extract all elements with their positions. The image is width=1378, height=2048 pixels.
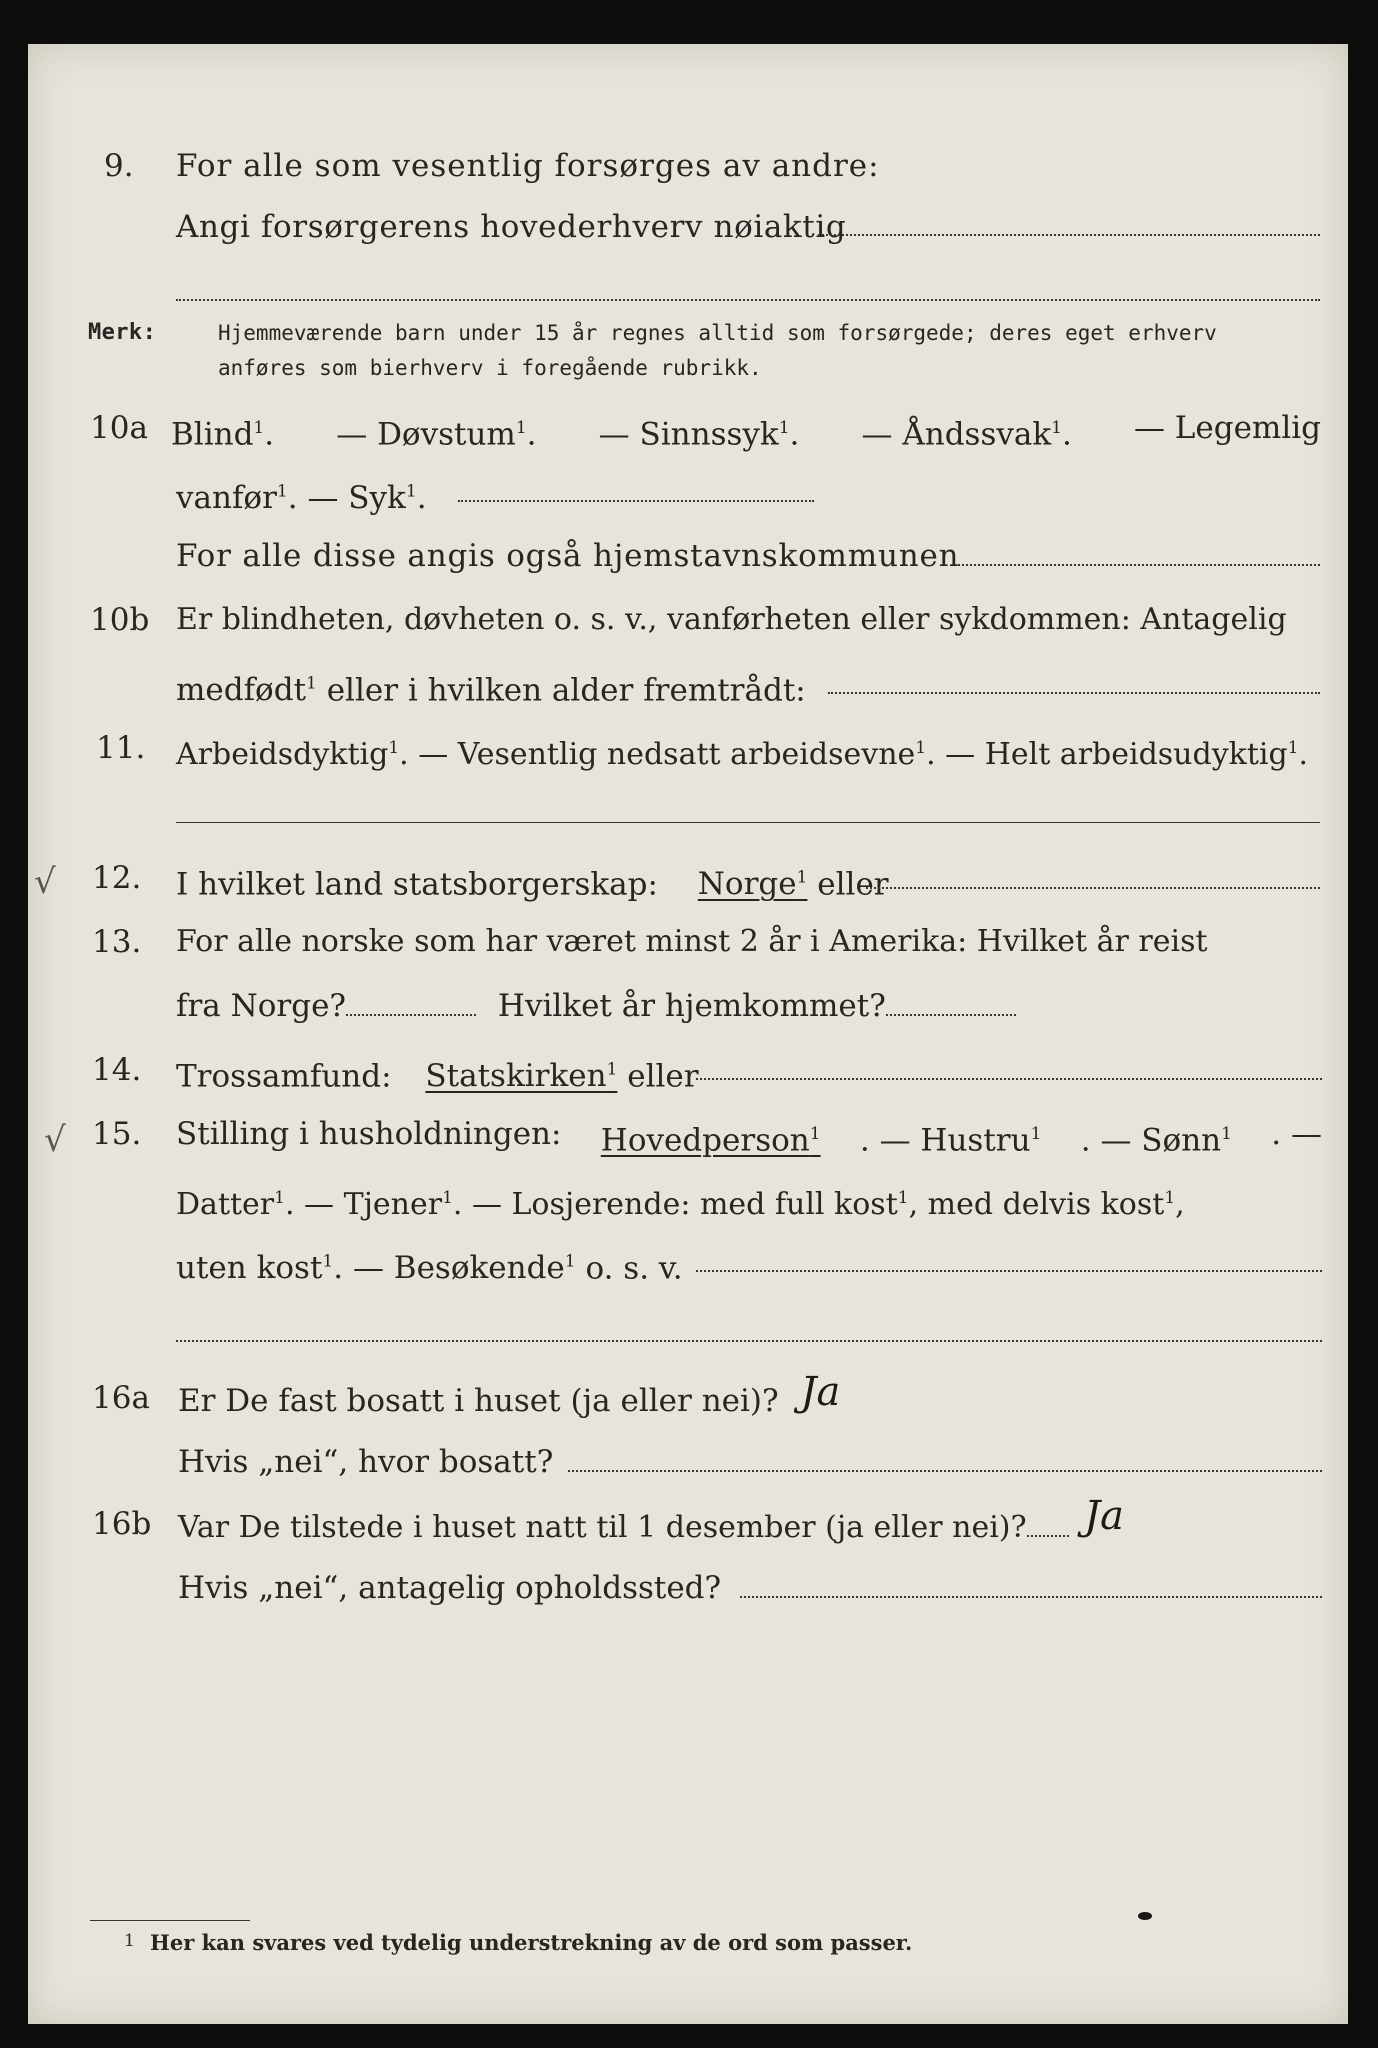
q11-answer-line[interactable]	[176, 822, 1320, 823]
q16a-question: Er De fast bosatt i huset (ja eller nei)?	[178, 1383, 779, 1419]
q16b-line2: Hvis „nei“, antagelig opholdssted?	[178, 1570, 722, 1606]
q16a-line2: Hvis „nei“, hvor bosatt?	[178, 1444, 554, 1480]
merk-label: Merk:	[88, 320, 157, 345]
q13-line1: For alle norske som har været minst 2 år i Amerika: Hvilket år reist	[176, 924, 1208, 959]
q11-number: 11.	[96, 730, 146, 766]
q13-reist-label: fra Norge?	[176, 988, 347, 1024]
footnote-text: Her kan svares ved tydelig understrekning av de ord som passer.	[150, 1930, 913, 1955]
q15-answer-hovedperson[interactable]: Hovedperson$^1$	[600, 1122, 821, 1159]
q13-hjem-field[interactable]	[886, 990, 1016, 1016]
q15-line3	[176, 1242, 683, 1288]
q10a-item-vanfor[interactable]: vanfør$^1$	[176, 480, 288, 517]
q10a-answer-line[interactable]	[458, 500, 814, 502]
q14-line	[176, 1050, 699, 1096]
q12-question: I hvilket land statsborgerskap:	[176, 866, 658, 903]
census-form-page	[28, 44, 1348, 2024]
q12-eller: eller	[807, 866, 889, 903]
q10a-line1	[171, 408, 1321, 454]
q10b-line2	[176, 664, 806, 710]
merk-line1: Hjemmeværende barn under 15 år regnes alltid som forsørgede; deres eget erhverv	[218, 321, 1217, 345]
q15-answer-line-2[interactable]	[176, 1340, 1322, 1342]
q14-answer-statskirken[interactable]: Statskirken$^1$	[425, 1058, 618, 1095]
q9-number: 9.	[104, 148, 134, 184]
q10b-line2-text: eller i hvilken alder fremtrådt:	[316, 672, 806, 709]
q13-number: 13.	[92, 924, 142, 960]
q9-line1: For alle som vesentlig forsørges av andre:	[176, 148, 880, 184]
q14-answer-line[interactable]	[696, 1078, 1322, 1080]
q16b-question: Var De tilstede i huset natt til 1 desember (ja eller nei)?	[178, 1510, 1027, 1545]
q10a-item-syk[interactable]: . — Syk$^1$.	[287, 480, 427, 517]
q11-end-period: .	[1298, 737, 1309, 772]
q15-tjener[interactable]: . — Tjener$^1$	[284, 1187, 453, 1222]
q13-line2	[176, 986, 1016, 1026]
q9-line2: Angi forsørgerens hovederhverv nøiaktig	[176, 209, 847, 245]
q12-answer-line[interactable]	[866, 887, 1320, 889]
footnote-mark: 1	[124, 1931, 136, 1951]
q14-number: 14.	[92, 1052, 142, 1088]
q12-answer-norge[interactable]: Norge$^1$	[697, 866, 808, 903]
q16b-number: 16b	[92, 1506, 152, 1542]
q14-eller: eller	[617, 1058, 699, 1095]
q9-answer-line[interactable]	[818, 234, 1320, 236]
q15-osv: o. s. v.	[575, 1250, 683, 1287]
q11-udyktig[interactable]: . — Helt arbeidsudyktig$^1$	[926, 737, 1299, 772]
q16b-opholdssted-line[interactable]	[740, 1596, 1322, 1598]
q10a-item-legemlig[interactable]: — Legemlig	[1133, 410, 1321, 446]
q9-answer-line-2[interactable]	[176, 299, 1320, 301]
q15-line1	[176, 1114, 1322, 1160]
q15-sonn[interactable]: . — Sønn$^1$	[1080, 1122, 1232, 1159]
q15-question: Stilling i husholdningen:	[176, 1116, 562, 1152]
q15-uten-kost[interactable]: uten kost$^1$	[176, 1250, 334, 1287]
q10b-answer-line[interactable]	[828, 692, 1320, 694]
q15-besokende[interactable]: . — Besøkende$^1$	[333, 1250, 576, 1287]
checkmark-icon-2: √	[44, 1120, 66, 1160]
q15-datter[interactable]: Datter$^1$	[176, 1187, 285, 1222]
q16b-line1	[178, 1493, 1125, 1548]
q10a-item-dovstum[interactable]: — Døvstum$^1$.	[336, 416, 537, 453]
q16a-line1	[178, 1369, 841, 1421]
q10a-item-sinnssyk[interactable]: — Sinnssyk$^1$.	[598, 416, 800, 453]
q10a-kommune-line[interactable]	[958, 564, 1320, 566]
q10b-line1: Er blindheten, døvheten o. s. v., vanførheten eller sykdommen: Antagelig	[176, 602, 1287, 637]
q10b-medfodt[interactable]: medfødt$^1$	[176, 672, 317, 709]
q10a-item-blind[interactable]: Blind$^1$.	[171, 416, 275, 453]
q16a-bosatt-line[interactable]	[568, 1470, 1322, 1472]
q12-number: 12.	[92, 860, 142, 896]
q10a-line2	[176, 472, 427, 518]
q16b-answer-dots	[1027, 1511, 1069, 1537]
q16b-handwritten-answer[interactable]: Ja	[1084, 1493, 1125, 1539]
q10a-line3: For alle disse angis også hjemstavnskommunen	[176, 538, 960, 574]
q11-arbeidsdyktig[interactable]: Arbeidsdyktig$^1$	[176, 737, 400, 772]
footnote-rule	[90, 1920, 250, 1921]
q10a-item-andssvak[interactable]: — Åndssvak$^1$.	[861, 416, 1072, 453]
ink-spot	[1138, 1912, 1152, 1920]
q15-hustru[interactable]: . — Hustru$^1$	[859, 1122, 1042, 1159]
q14-question: Trossamfund:	[176, 1058, 392, 1095]
q15-line2-end: ,	[1175, 1187, 1185, 1222]
q15-delvis-kost[interactable]: , med delvis kost$^1$	[908, 1187, 1176, 1222]
q13-hjem-label: Hvilket år hjemkommet?	[497, 988, 886, 1024]
q11-nedsatt[interactable]: . — Vesentlig nedsatt arbeidsevne$^1$	[399, 737, 927, 772]
checkmark-icon: √	[34, 862, 56, 902]
q16a-handwritten-answer[interactable]: Ja	[800, 1369, 841, 1415]
q15-losjerende-full[interactable]: . — Losjerende: med full kost$^1$	[452, 1187, 909, 1222]
q15-line1-end: . —	[1271, 1116, 1322, 1152]
q15-line2	[176, 1178, 1185, 1225]
q13-reist-field[interactable]	[346, 990, 476, 1016]
q10a-number: 10a	[90, 410, 148, 446]
q15-number: 15.	[92, 1116, 142, 1152]
q16a-number: 16a	[92, 1380, 150, 1416]
q10b-number: 10b	[90, 602, 150, 638]
q12-line	[176, 858, 889, 904]
merk-line2: anføres som bierhverv i foregående rubrikk.	[218, 356, 762, 380]
q15-answer-line[interactable]	[696, 1270, 1322, 1272]
q11-line1	[176, 728, 1308, 775]
